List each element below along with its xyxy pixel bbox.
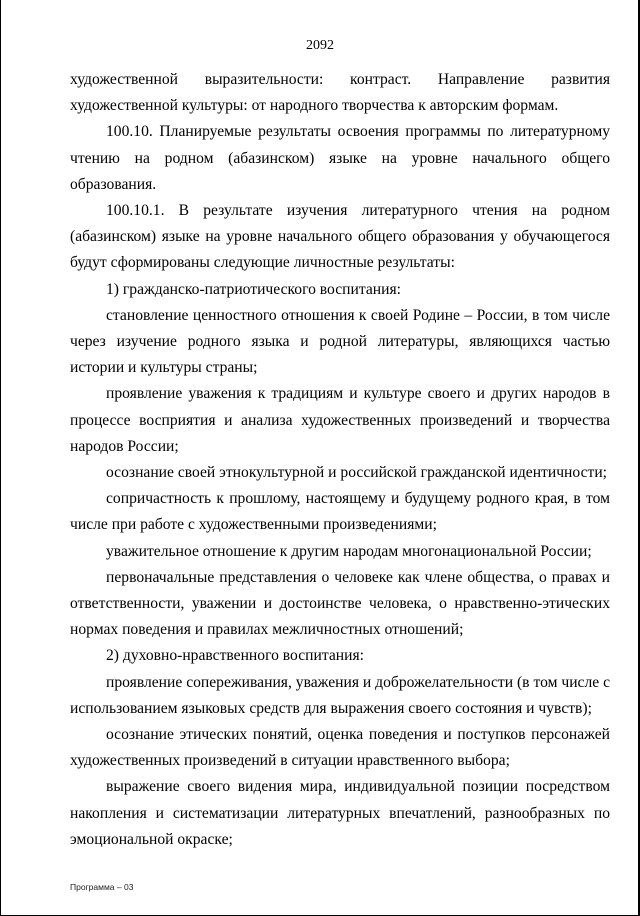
list-heading-civic-patriotic: 1) гражданско-патриотического воспитания:	[106, 280, 401, 298]
page-footer: Программа – 03	[70, 882, 134, 892]
paragraph-item: сопричастность к прошлому, настоящему и будущему родного края, в том числе при работе с художественными произведениями;	[70, 490, 610, 534]
paragraph-item: выражение своего видения мира, индивидуальной позиции посредством накопления и систематизации литературных впечатлений, разнообразных по эмоциональной окраске;	[70, 778, 610, 848]
list-heading-spiritual-moral: 2) духовно-нравственного воспитания:	[106, 647, 364, 665]
scan-border-left	[0, 0, 1, 916]
page-number: 2092	[306, 38, 334, 53]
paragraph-item: проявление сопереживания, уважения и доброжелательности (в том числе с использованием языковых средств для выражения своего состояния и чувств);	[70, 673, 610, 717]
paragraph-section-100-10: 100.10. Планируемые результаты освоения программы по литературному чтению на родном (абазинском) языке на уровне начального общего образования.	[70, 123, 610, 193]
paragraph-continuation: художественной выразительности: контраст. Направление развития художественной культуры: от народного творчества к авторским формам.	[70, 71, 610, 115]
paragraph-item: первоначальные представления о человеке как члене общества, о правах и ответственности, уважении и достоинстве человека, о нравственно-этических нормах поведения и правилах межличностных отношений;	[70, 568, 610, 639]
paragraph-item: осознание этических понятий, оценка поведения и поступков персонажей художественных произведений в ситуации нравственного выбора;	[70, 726, 610, 770]
paragraph-item: уважительное отношение к другим народам многонациональной России;	[106, 542, 592, 560]
paragraph-item: проявление уважения к традициям и культуре своего и других народов в процессе восприятия и анализа художественных произведений и творчества народов России;	[70, 385, 610, 455]
document-body	[70, 67, 610, 853]
paragraph-section-100-10-1: 100.10.1. В результате изучения литературного чтения на родном (абазинском) языке на уровне начального общего образования у обучающегося будут сформированы следующие личностные результаты:	[70, 202, 610, 272]
paragraph-item: становление ценностного отношения к своей Родине – России, в том числе через изучение родного языка и родной литературы, являющихся частью истории и культуры страны;	[70, 306, 610, 377]
paragraph-item: осознание своей этнокультурной и российской гражданской идентичности;	[106, 464, 608, 482]
